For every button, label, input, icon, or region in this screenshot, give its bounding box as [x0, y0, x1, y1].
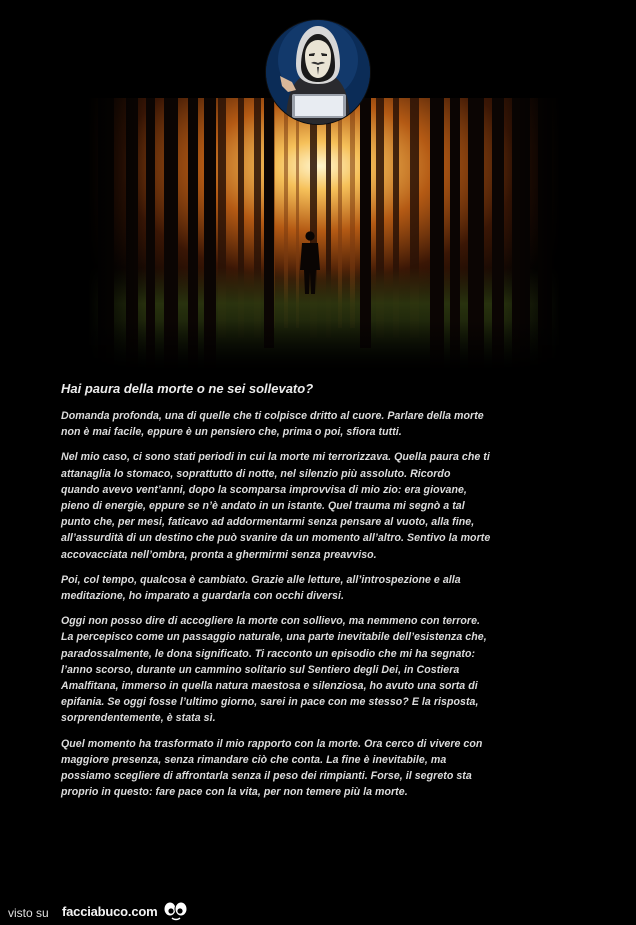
paragraph-line: non è mai facile, eppure è un pensiero che, prima o poi, sfiora tutti.: [61, 426, 402, 439]
paragraph-line: punto che, per mesi, faticavo ad addormentarmi senza pensare al vuoto, alla fine,: [61, 516, 475, 529]
footer: [0, 897, 636, 925]
paragraph-line: attanaglia lo stomaco, soprattutto di notte, nel silenzio più assoluto. Ricordo: [61, 467, 451, 480]
brand-link[interactable]: facciabuco.com: [62, 904, 158, 919]
article-paragraph: [61, 449, 576, 562]
paragraph-line: all’assurdità di un destino che può svanire da un momento all’altro. Sentivo la morte: [61, 532, 491, 545]
article-title: Hai paura della morte o ne sei sollevato?: [61, 381, 314, 396]
paragraph-line: epifania. Se oggi fosse l’ultimo giorno, sarei in pace con me stesso? E la risposta,: [61, 696, 479, 709]
paragraph-line: Nel mio caso, ci sono stati periodi in cui la morte mi terrorizzava. Quella paura che ti: [61, 451, 490, 464]
paragraph-line: La percepisco come un passaggio naturale, una parte inevitabile dell’esistenza che,: [61, 631, 487, 644]
paragraph-line: pieno di energie, eppure se n’è andato in un istante. Quel trauma mi segnò a tal: [61, 500, 465, 513]
paragraph-line: quando avevo vent’anni, dopo la scomparsa improvvisa di mio zio: era giovane,: [61, 483, 467, 496]
googly-eyes-logo-icon: [163, 901, 189, 921]
paragraph-line: sorprendentemente, è stata sì.: [61, 712, 216, 725]
paragraph-line: Amalfitana, immerso in quella natura maestosa e silenziosa, ho avuto una sorta di: [61, 680, 478, 693]
article-paragraph: [61, 572, 576, 604]
article: [61, 381, 576, 809]
paragraph-line: maggiore presenza, senza rimandare ciò che conta. La fine è inevitabile, ma: [61, 753, 447, 766]
article-paragraph: [61, 613, 576, 726]
paragraph-line: proprio in questo: fare pace con la vita, per non temere più la morte.: [61, 786, 408, 799]
paragraph-line: Domanda profonda, una di quelle che ti colpisce dritto al cuore. Parlare della morte: [61, 410, 484, 422]
paragraph-line: l’anno scorso, durante un cammino solitario sul Sentiero degli Dei, in Costiera: [61, 663, 460, 676]
paragraph-line: accovacciata nell’ombra, pronta a ghermirmi senza preavviso.: [61, 548, 377, 561]
avatar: [266, 20, 370, 124]
visto-su-label: visto su: [8, 906, 49, 920]
paragraph-line: paradossalmente, le dona significato. Ti racconto un episodio che mi ha segnato:: [61, 647, 476, 660]
article-body: [61, 408, 576, 800]
paragraph-line: Quel momento ha trasformato il mio rapporto con la morte. Ora cerco di vivere con: [61, 737, 483, 750]
article-paragraph: [61, 408, 576, 440]
paragraph-line: meditazione, ho imparato a guardarla con occhi diversi.: [61, 590, 344, 603]
paragraph-line: possiamo scegliere di affrontarla senza il peso dei rimpianti. Forse, il segreto sta: [61, 770, 472, 783]
paragraph-line: Oggi non posso dire di accogliere la morte con sollievo, ma nemmeno con terrore.: [61, 615, 481, 628]
article-paragraph: [61, 736, 576, 801]
forest-image: [88, 98, 560, 370]
anonymous-hacker-avatar-icon: [266, 20, 370, 124]
paragraph-line: Poi, col tempo, qualcosa è cambiato. Grazie alle letture, all’introspezione e alla: [61, 573, 461, 586]
